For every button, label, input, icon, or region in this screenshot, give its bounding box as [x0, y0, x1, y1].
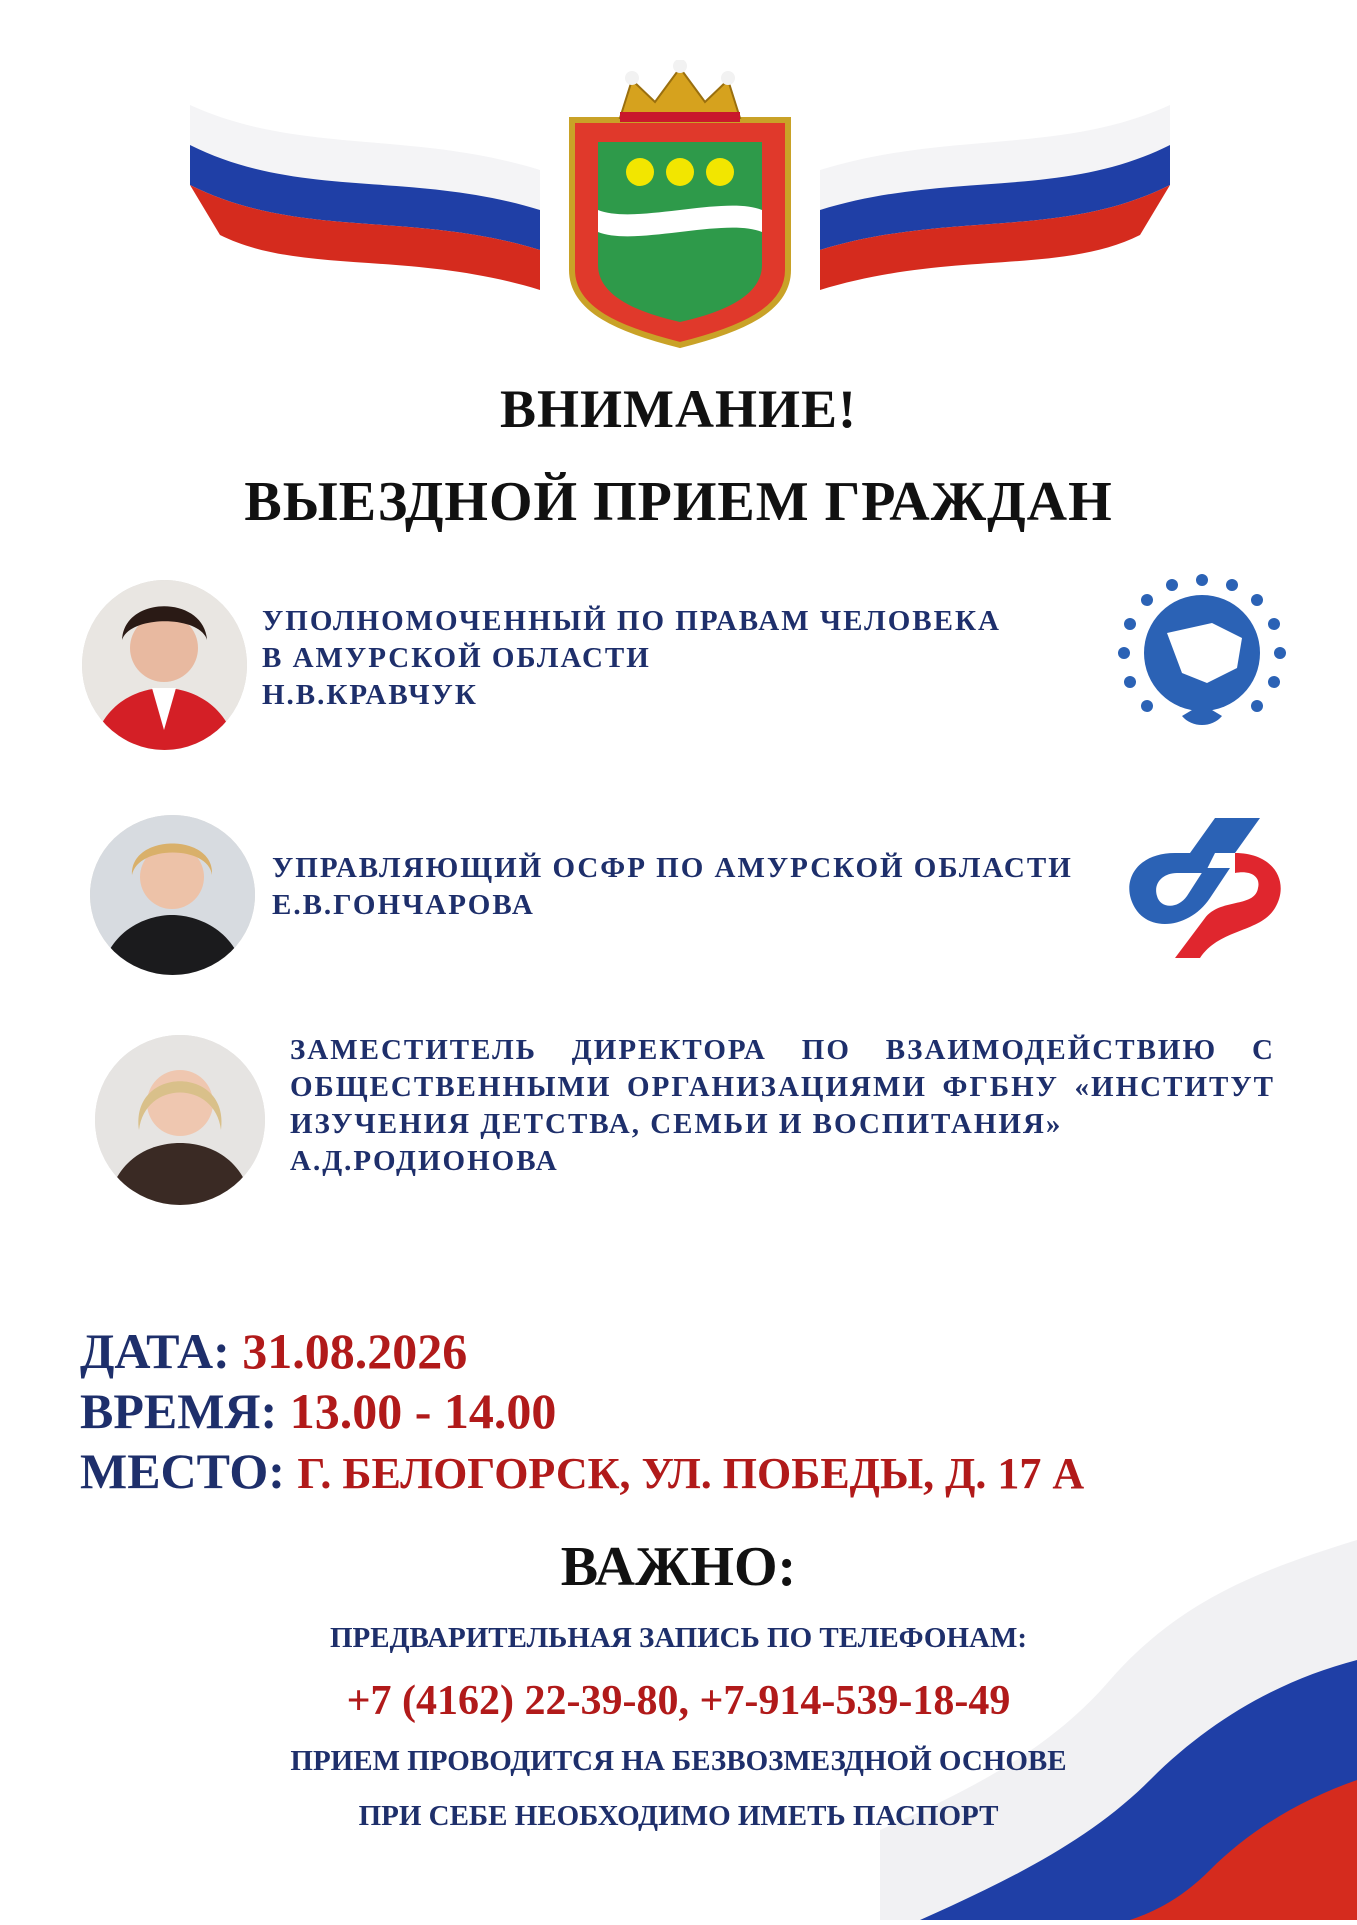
ombudsman-logo — [1112, 568, 1292, 738]
official-3-name: А.Д.РОДИОНОВА — [290, 1145, 559, 1177]
person-photo-icon — [90, 815, 255, 975]
event-place — [80, 1442, 1084, 1500]
avatar — [82, 580, 247, 750]
time-value: 13.00 - 14.00 — [289, 1383, 557, 1439]
passport-note: ПРИ СЕБЕ НЕОБХОДИМО ИМЕТЬ ПАСПОРТ — [358, 1800, 999, 1832]
event-date — [80, 1322, 467, 1380]
date-value: 31.08.2026 — [242, 1323, 468, 1379]
time-label: ВРЕМЯ: — [80, 1383, 278, 1439]
flag-ribbon-emblem-icon — [180, 60, 1180, 350]
person-photo-icon — [82, 580, 247, 750]
phones-label: ПРЕДВАРИТЕЛЬНАЯ ЗАПИСЬ ПО ТЕЛЕФОНАМ: — [329, 1622, 1028, 1654]
official-2-position: УПРАВЛЯЮЩИЙ ОСФР ПО АМУРСКОЙ ОБЛАСТИ — [272, 852, 1073, 884]
official-1-region: В АМУРСКОЙ ОБЛАСТИ — [262, 642, 651, 674]
sfr-logo — [1115, 808, 1295, 958]
avatar — [90, 815, 255, 975]
event-time — [80, 1382, 556, 1440]
official-1-text — [262, 603, 1092, 714]
official-3-text — [290, 1032, 1275, 1180]
coat-of-arms-banner — [180, 60, 1180, 350]
place-label: МЕСТО: — [80, 1443, 285, 1499]
page-title: ВЫЕЗДНОЙ ПРИЕМ ГРАЖДАН — [244, 471, 1113, 533]
sfr-logo-icon — [1115, 808, 1295, 958]
avatar — [95, 1035, 265, 1205]
person-photo-icon — [95, 1035, 265, 1205]
official-2-name: Е.В.ГОНЧАРОВА — [272, 889, 535, 921]
phone-numbers: +7 (4162) 22-39-80, +7-914-539-18-49 — [346, 1678, 1011, 1724]
attention-heading: ВНИМАНИЕ! — [500, 379, 857, 439]
official-3-position: ЗАМЕСТИТЕЛЬ ДИРЕКТОРА ПО ВЗАИМОДЕЙСТВИЮ С ОБЩЕСТВЕННЫМИ ОРГАНИЗАЦИЯМИ ФГБНУ «ИНСТИТУТ ИЗУЧЕНИЯ ДЕТСТВА, СЕМЬИ И ВОСПИТАНИЯ» — [290, 1034, 1275, 1140]
official-2-text — [272, 850, 1102, 924]
official-1-position: УПОЛНОМОЧЕННЫЙ ПО ПРАВАМ ЧЕЛОВЕКА — [262, 605, 1001, 637]
date-label: ДАТА: — [80, 1323, 230, 1379]
important-heading: ВАЖНО: — [560, 1536, 797, 1598]
free-service-note: ПРИЕМ ПРОВОДИТСЯ НА БЕЗВОЗМЕЗДНОЙ ОСНОВЕ — [290, 1745, 1067, 1777]
ombudsman-logo-icon — [1112, 568, 1292, 738]
place-value: Г. БЕЛОГОРСК, УЛ. ПОБЕДЫ, Д. 17 А — [297, 1449, 1085, 1498]
official-1-name: Н.В.КРАВЧУК — [262, 679, 478, 711]
